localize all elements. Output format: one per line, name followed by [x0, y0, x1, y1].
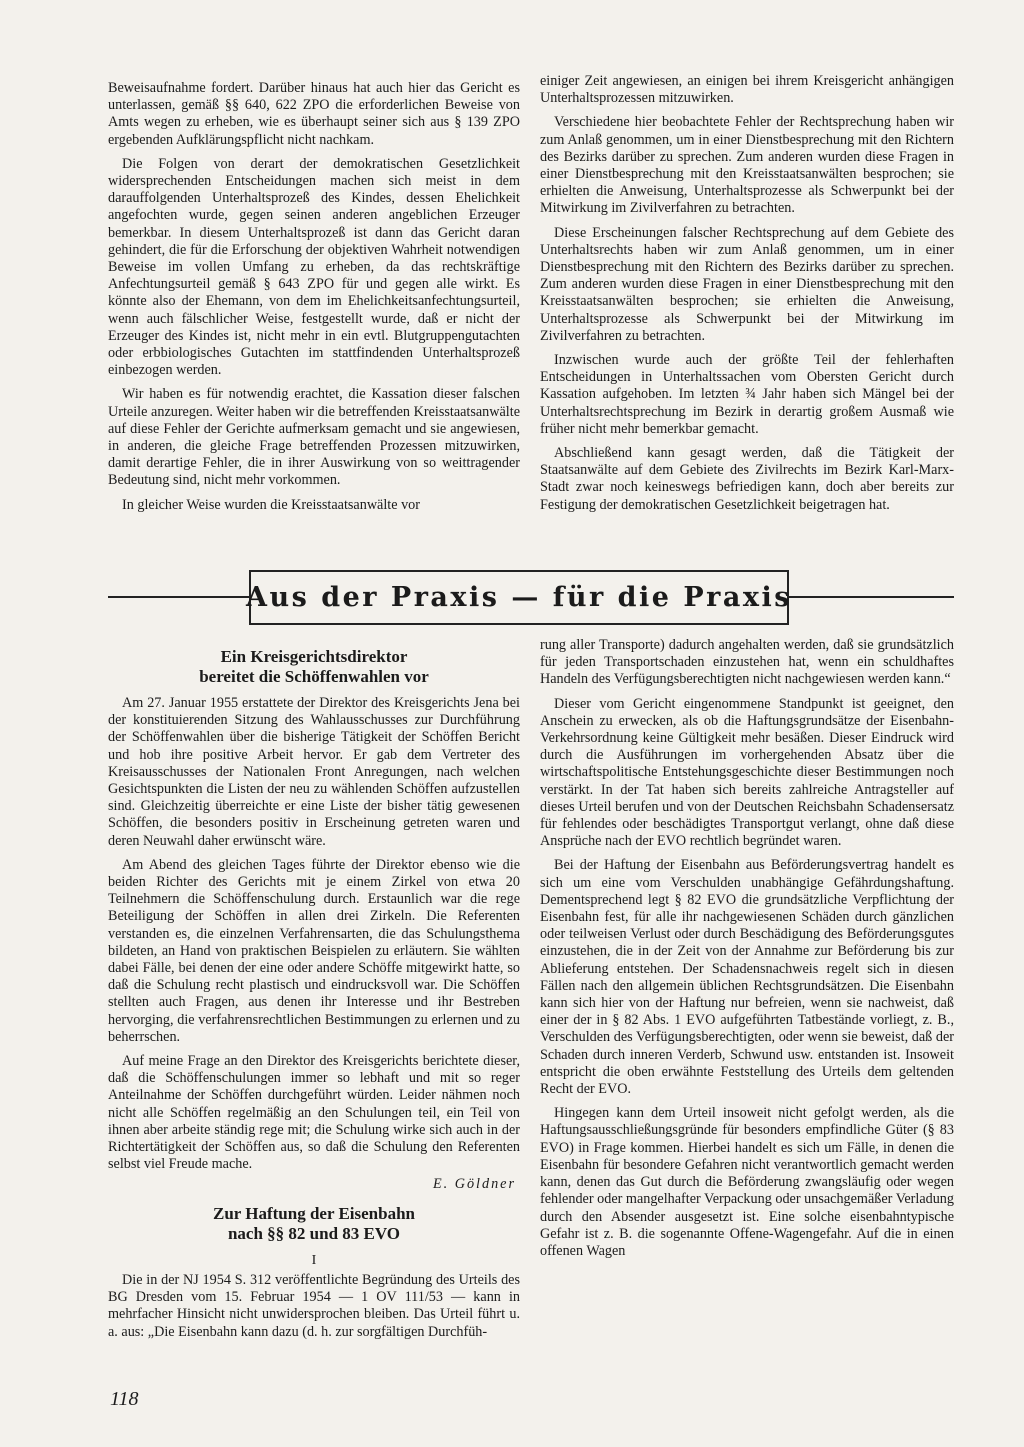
paragraph: In gleicher Weise wurden die Kreisstaatsanwälte vor	[122, 496, 420, 513]
paragraph: Beweisaufnahme fordert. Darüber hinaus hat auch hier das Gericht es unterlassen, gemäß §§ 640, 622 ZPO die erforderlichen Beweise von Amts wegen zu erheben, wie es überhaupt seiner sich aus § 139 ZPO ergebenden Aufklärungspflicht nicht nachkam.	[108, 80, 520, 148]
section-banner-title: Aus der Praxis — für die Praxis	[246, 582, 792, 613]
article-heading	[108, 1204, 520, 1244]
article-heading-line: Ein Kreisgerichtsdirektor	[220, 647, 408, 666]
paragraph: Verschiedene hier beobachtete Fehler der Rechtsprechung haben wir zum Anlaß genommen, um in einer Dienstbesprechung mit den Richtern des Bezirks darüber zu sprechen. Zum anderen wurden diese Fragen in einer Dienstbesprechung mit den Kreisstaatsanwälten besprochen; sie erhielten die Anweisung, Unterhaltsprozesse als Schwerpunkt bei der Mitwirkung im Zivilverfahren zu betrachten.	[540, 114, 954, 217]
paragraph: Abschließend kann gesagt werden, daß die Tätigkeit der Staatsanwälte auf dem Gebiete des Zivilrechts im Bezirk Karl-Marx-Stadt zwar noch keineswegs befriedigen kann, doch aber bereits zur Festigung der demokratischen Gesetzlichkeit beigetragen hat.	[540, 445, 954, 513]
paragraph: Am Abend des gleichen Tages führte der Direktor ebenso wie die beiden Richter des Gerichts mit je einem Zirkel von etwa 20 Teilnehmern die Schöffenschulung durch. Erstaunlich war die rege Beteiligung der Schöffen in allen drei Zirkeln. Die Referenten verstanden es, die einzelnen Verfahrensarten, die das Schulungsthema bildeten, an Hand von praktischen Beispielen zu erläutern. Sie wählten dabei Fälle, bei denen der eine oder andere Schöffe mitgewirkt hatte, so daß die Schulung recht plastisch und eindrucksvoll war. Die Schöffen stellten auch Fragen, aus denen ihr Interesse und ihr Bestreben hervorging, die verfahrensrechtlichen Bestimmungen zu erlernen und zu beherrschen.	[108, 856, 520, 1045]
paragraph: Diese Erscheinungen falscher Rechtsprechung auf dem Gebiete des Unterhaltsrechts haben wir zum Anlaß genommen, um in einer Dienstbesprechung mit den Richtern des Bezirks darüber zu sprechen. Zum anderen wurden diese Fragen in einer Dienstbesprechung mit den Kreisstaatsanwälten besprochen; sie erhielten die Anweisung, Unterhaltsprozesse als Schwerpunkt bei der Mitwirkung im Zivilverfahren zu betrachten.	[540, 224, 954, 344]
paragraph: einiger Zeit angewiesen, an einigen bei ihrem Kreisgericht anhängigen Unterhaltsprozessen mitzuwirken.	[540, 73, 954, 107]
page-number: 118	[110, 1388, 139, 1410]
article-heading-line: nach §§ 82 und 83 EVO	[227, 1223, 401, 1243]
paragraph: Bei der Haftung der Eisenbahn aus Beförderungsvertrag handelt es sich um eine vom Verschulden unabhängige Gefährdungshaftung. Dementsprechend legt § 82 EVO die grundsätzliche Verpflichtung der Eisenbahn fest, für alle ihr nachgewiesenen Schäden durch gänzlichen oder teilweisen Verlust oder durch Beschädigung des Beförderungsgutes einzustehen, die in der Zeit von der Annahme zur Beförderung bis zur Ablieferung entstehen. Der Schadensnachweis regelt sich in diesen Fällen nach den allgemein üblichen Rechtsgrundsätzen. Die Eisenbahn kann sich hier von der Haftung nur befreien, wenn sie nachweist, daß einer der in § 82 Abs. 1 EVO aufgeführten Tatbestände vorliegt, z. B., Verschulden des Verfügungsberechtigten, oder wenn sie beweist, daß der Schaden durch inneren Verderb, Schwund usw. entstanden ist. Insoweit entspricht die oben erwähnte Feststellung des Urteils dem geltenden Recht der EVO.	[540, 857, 954, 1098]
paragraph: Auf meine Frage an den Direktor des Kreisgerichts berichtete dieser, daß die Schöffenschulungen immer so lebhaft und mit so reger Anteilnahme der Schöffen durchgeführt würden. Leider nähmen noch nicht alle Schöffen regelmäßig an den Schulungen teil, ein Teil von ihnen aber arbeite ständig rege mit; die Schulung wirke sich auch in der Richtertätigkeit der Schöffen aus, so daß die Schulung den Referenten selbst viel Freude mache.	[108, 1053, 520, 1173]
paragraph: Hingegen kann dem Urteil insoweit nicht gefolgt werden, als die Haftungsausschließungsgründe für besonders empfindliche Güter (§ 83 EVO) in Frage kommen. Hierbei handelt es sich um Fälle, in denen die Eisenbahn für besondere Gefahren nicht verantwortlich gemacht werden kann, denen das Gut durch die Beförderung zwangsläufig oder wegen fehlender oder mangelhafter Verpackung oder unsachgemäßer Verladung durch den Absender ausgesetzt ist. Eine solche eisenbahntypische Gefahr ist z. B. die sogenannte Offene-Wagengefahr. Auf die in einen offenen Wagen	[540, 1105, 954, 1259]
top-left-column	[108, 80, 520, 521]
banner-rule-left	[108, 596, 249, 598]
paragraph: rung aller Transporte) dadurch angehalten werden, daß sie grundsätzlich für jeden Transportschaden einzustehen hat, wenn ein schuldhaftes Handeln des Verfügungsberechtigten nicht nachgewiesen werden kann.“	[540, 637, 954, 688]
article-heading-line: Zur Haftung der Eisenbahn	[212, 1203, 416, 1223]
banner-rule-right	[789, 596, 954, 598]
paragraph: Am 27. Januar 1955 erstattete der Direktor des Kreisgerichts Jena bei der konstituierenden Sitzung des Wahlausschusses zur Durchführung der Schöffenwahlen über die bisherige Tätigkeit der Schöffen Bericht und hob ihre positive Arbeit hervor. Er gab dem Vertreter des Kreisausschusses der Nationalen Front Anregungen, nach welchen Gesichtspunkten die Listen der neu zu wählenden Schöffen aufzustellen sind. Gleichzeitig überreichte er eine Liste der bisher tätig gewesenen Schöffen, die besonders positiv in Erscheinung getreten waren und deren Neuwahl daher erwünscht wäre.	[108, 695, 520, 849]
top-right-column	[540, 73, 954, 521]
paragraph: Die in der NJ 1954 S. 312 veröffentlichte Begründung des Urteils des BG Dresden vom 15. Februar 1954 — 1 OV 111/53 — kann in mehrfacher Hinsicht nicht unwidersprochen bleiben. Das Urteil führt u. a. aus: „Die Eisenbahn kann dazu (d. h. zur sorgfältigen Durchfüh-	[108, 1271, 520, 1340]
article-heading-line: bereitet die Schöffenwahlen vor	[199, 667, 429, 686]
paragraph: Wir haben es für notwendig erachtet, die Kassation dieser falschen Urteile anzuregen. Weiter haben wir die betreffenden Kreisstaatsanwälte auf diese Fehler der Gerichte aufmerksam gemacht und sie angewiesen, in anderen, die gleiche Frage betreffenden Prozessen mitzuwirken, damit derartige Fehler, die in ihrer Auswirkung von so weittragender Bedeutung sind, nicht mehr vorkommen.	[108, 386, 520, 489]
bottom-left-column	[108, 637, 520, 1348]
paragraph: Dieser vom Gericht eingenommene Standpunkt ist geeignet, den Anschein zu erwecken, als ob die Haftungsgrundsätze der Eisenbahn-Verkehrsordnung keine Gültigkeit mehr besäßen. Dieser Eindruck wird durch die Ausführungen im vorhergehenden Absatz über die wirtschaftspolitische Entstehungsgeschichte dieser Bestimmungen noch verstärkt. In der Tat haben sich bereits zahlreiche Antragsteller auf dieses Urteil berufen und von der Deutschen Reichsbahn Schadensersatz für fehlendes oder beschädigtes Transportgut verlangt, ohne daß diese Ansprüche nach der EVO rechtlich begründet waren.	[540, 695, 954, 850]
paragraph: Die Folgen von derart der demokratischen Gesetzlichkeit widersprechenden Entscheidungen machen sich meist in dem darauffolgenden Unterhaltsprozeß des Kindes, dessen Ehelichkeit angefochten wurde, gegen seinen anderen angeblichen Erzeuger bemerkbar. In diesem Unterhaltsprozeß ist dann das Gericht daran gehindert, die für die Erforschung der objektiven Wahrheit notwendigen Beweise im vollen Umfang zu erheben, da das rechtskräftige Anfechtungsurteil gemäß § 643 ZPO für und gegen alle wirkt. Es könnte also der Ehemann, von dem im Ehelichkeitsanfechtungsurteil, wenn auch fälschlicher Weise, festgestellt wurde, daß er nicht der Erzeuger des Kindes ist, nicht mehr in ein evtl. Blutgruppengutachten oder erbbiologisches Gutachten im stattfindenden Unterhaltsprozeß einbezogen werden.	[108, 155, 520, 379]
author-signature: E. Göldner	[432, 1176, 516, 1193]
part-number: I	[311, 1252, 317, 1268]
paragraph: Inzwischen wurde auch der größte Teil der fehlerhaften Entscheidungen in Unterhaltssachen vom Obersten Gericht durch Kassation aufgehoben. Im letzten ¾ Jahr haben sich Mängel bei der Unterhaltsrechtsprechung im Bezirk in derartig großem Ausmaß wie früher nicht mehr bemerkbar gemacht.	[540, 352, 954, 437]
section-banner	[246, 570, 792, 625]
article-heading	[108, 647, 520, 687]
bottom-right-column	[540, 637, 954, 1267]
